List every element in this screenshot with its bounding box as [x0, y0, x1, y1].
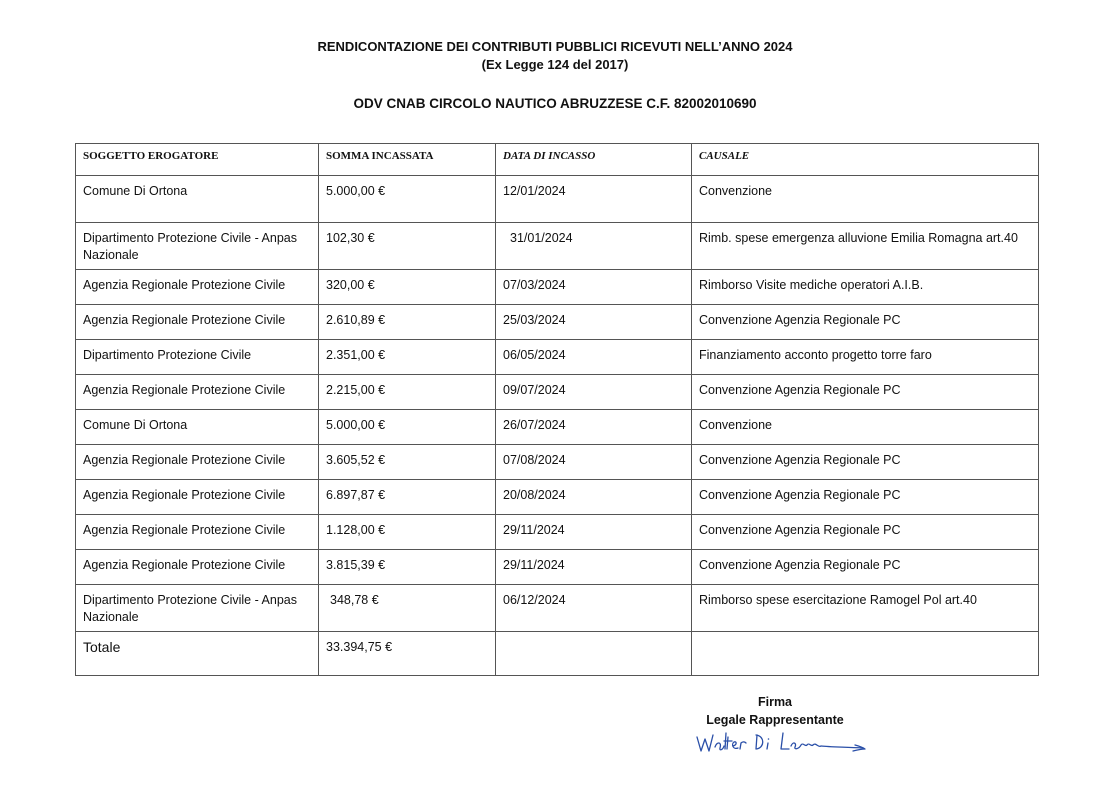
header-data: DATA DI INCASSO [496, 144, 692, 176]
cell-data: 29/11/2024 [496, 515, 692, 550]
cell-soggetto: Dipartimento Protezione Civile [76, 340, 319, 375]
cell-somma: 1.128,00 € [319, 515, 496, 550]
cell-data: 26/07/2024 [496, 410, 692, 445]
cell-causale: Convenzione Agenzia Regionale PC [692, 445, 1039, 480]
cell-soggetto: Dipartimento Protezione Civile - Anpas Nazionale [76, 585, 319, 632]
signature-role: Legale Rappresentante [706, 713, 844, 727]
cell-somma: 320,00 € [319, 270, 496, 305]
cell-causale: Rimb. spese emergenza alluvione Emilia Romagna art.40 [692, 223, 1039, 270]
contributions-table [75, 143, 1039, 676]
cell-somma: 2.351,00 € [319, 340, 496, 375]
cell-soggetto: Agenzia Regionale Protezione Civile [76, 480, 319, 515]
total-amount: 33.394,75 € [319, 632, 496, 676]
cell-soggetto: Agenzia Regionale Protezione Civile [76, 305, 319, 340]
cell-soggetto: Agenzia Regionale Protezione Civile [76, 515, 319, 550]
cell-causale: Rimborso spese esercitazione Ramogel Pol art.40 [692, 585, 1039, 632]
table-row [76, 305, 1039, 340]
table-row [76, 340, 1039, 375]
document-subtitle: (Ex Legge 124 del 2017) [481, 57, 629, 72]
cell-causale: Convenzione Agenzia Regionale PC [692, 375, 1039, 410]
cell-causale: Convenzione Agenzia Regionale PC [692, 515, 1039, 550]
cell-somma: 5.000,00 € [319, 410, 496, 445]
cell-causale: Convenzione [692, 410, 1039, 445]
cell-somma: 5.000,00 € [319, 176, 496, 223]
cell-somma: 2.610,89 € [319, 305, 496, 340]
cell-data: 31/01/2024 [496, 223, 692, 270]
total-label: Totale [76, 632, 319, 676]
cell-soggetto: Agenzia Regionale Protezione Civile [76, 375, 319, 410]
total-row [76, 632, 1039, 676]
cell-soggetto: Dipartimento Protezione Civile - Anpas Nazionale [76, 223, 319, 270]
cell-data: 07/03/2024 [496, 270, 692, 305]
cell-data: 25/03/2024 [496, 305, 692, 340]
header-somma: SOMMA INCASSATA [319, 144, 496, 176]
table-row [76, 223, 1039, 270]
cell-causale: Convenzione Agenzia Regionale PC [692, 305, 1039, 340]
total-empty-cell [496, 632, 692, 676]
cell-causale: Finanziamento acconto progetto torre faro [692, 340, 1039, 375]
cell-causale: Convenzione [692, 176, 1039, 223]
cell-data: 06/12/2024 [496, 585, 692, 632]
cell-somma: 348,78 € [319, 585, 496, 632]
cell-soggetto: Agenzia Regionale Protezione Civile [76, 270, 319, 305]
cell-data: 12/01/2024 [496, 176, 692, 223]
cell-causale: Convenzione Agenzia Regionale PC [692, 480, 1039, 515]
cell-soggetto: Agenzia Regionale Protezione Civile [76, 445, 319, 480]
table-header-row [76, 144, 1039, 176]
table-row [76, 550, 1039, 585]
cell-causale: Rimborso Visite mediche operatori A.I.B. [692, 270, 1039, 305]
cell-somma: 102,30 € [319, 223, 496, 270]
header-causale: CAUSALE [692, 144, 1039, 176]
cell-data: 09/07/2024 [496, 375, 692, 410]
cell-data: 20/08/2024 [496, 480, 692, 515]
table-row [76, 515, 1039, 550]
header-soggetto: SOGGETTO EROGATORE [76, 144, 319, 176]
cell-somma: 6.897,87 € [319, 480, 496, 515]
table-row [76, 375, 1039, 410]
table-row [76, 445, 1039, 480]
cell-soggetto: Agenzia Regionale Protezione Civile [76, 550, 319, 585]
cell-data: 06/05/2024 [496, 340, 692, 375]
cell-somma: 3.605,52 € [319, 445, 496, 480]
cell-data: 07/08/2024 [496, 445, 692, 480]
table-row [76, 176, 1039, 223]
cell-somma: 3.815,39 € [319, 550, 496, 585]
cell-soggetto: Comune Di Ortona [76, 410, 319, 445]
table-row [76, 585, 1039, 632]
cell-data: 29/11/2024 [496, 550, 692, 585]
cell-soggetto: Comune Di Ortona [76, 176, 319, 223]
table-row [76, 480, 1039, 515]
organization-name: ODV CNAB CIRCOLO NAUTICO ABRUZZESE C.F. 82002010690 [353, 96, 757, 111]
total-empty-cell [692, 632, 1039, 676]
document-title: RENDICONTAZIONE DEI CONTRIBUTI PUBBLICI RICEVUTI NELL’ANNO 2024 [317, 39, 793, 54]
table-row [76, 270, 1039, 305]
cell-somma: 2.215,00 € [319, 375, 496, 410]
cell-causale: Convenzione Agenzia Regionale PC [692, 550, 1039, 585]
table-row [76, 410, 1039, 445]
signature-label: Firma [757, 695, 793, 709]
handwritten-signature [695, 727, 870, 757]
